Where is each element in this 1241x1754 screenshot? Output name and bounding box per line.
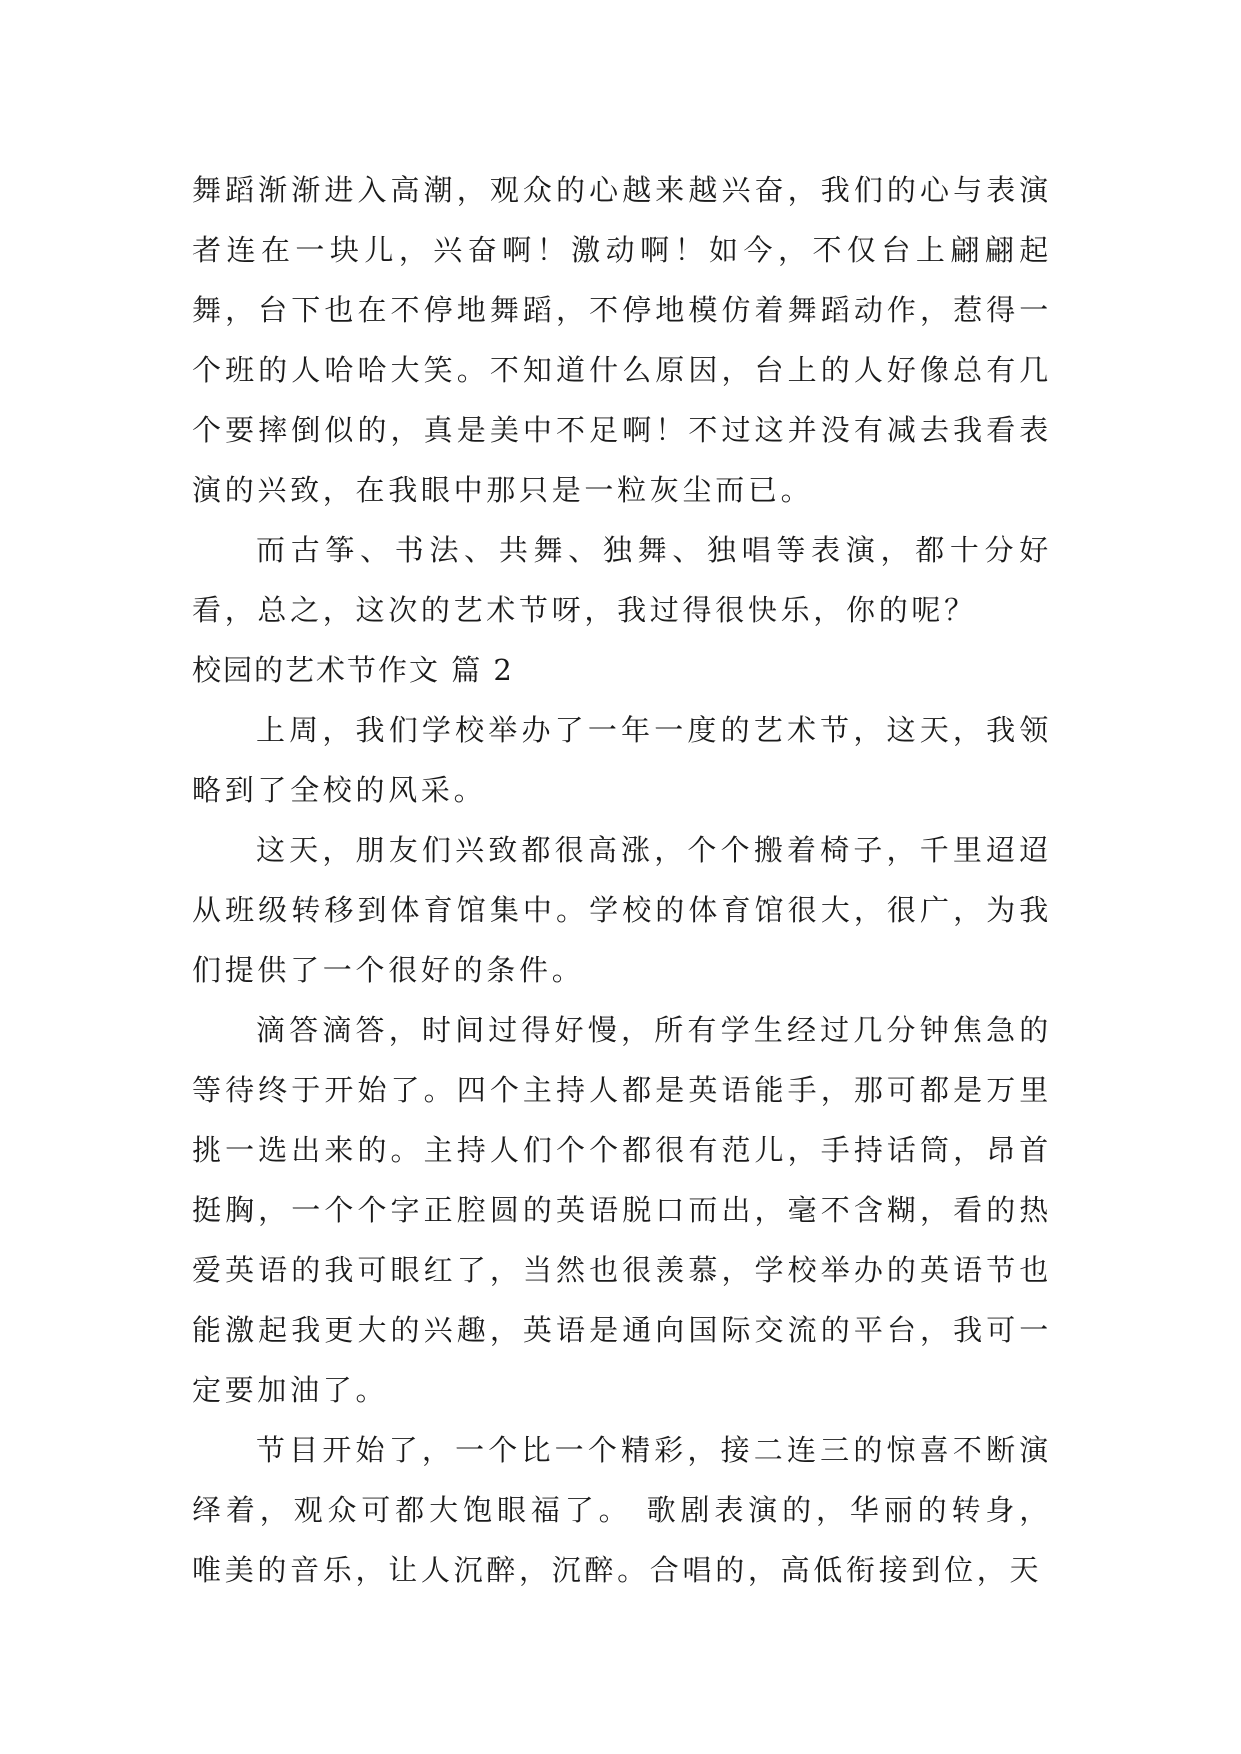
paragraph-last-week: 上周，我们学校举办了一年一度的艺术节，这天，我领略到了全校的风采。: [192, 713, 1052, 807]
paragraph-hosts: 滴答滴答，时间过得好慢，所有学生经过几分钟焦急的等待终于开始了。四个主持人都是英语能手，那可都是万里挑一选出来的。主持人们个个都很有范儿，手持话筒，昂首挺胸，一个个字正腔圆的英语脱口而出，毫不含糊，看的热爱英语的我可眼红了，当然也很羡慕，学校举办的英语节也能激起我更大的兴趣，英语是通向国际交流的平台，我可一定要加油了。: [192, 1013, 1052, 1407]
paragraph-dance-climax: 舞蹈渐渐进入高潮，观众的心越来越兴奋，我们的心与表演者连在一块儿，兴奋啊！激动啊！如今，不仅台上翩翩起舞，台下也在不停地舞蹈，不停地模仿着舞蹈动作，惹得一个班的人哈哈大笑。不知道什么原因，台上的人好像总有几个要摔倒似的，真是美中不足啊！不过这并没有减去我看表演的兴致，在我眼中那只是一粒灰尘而已。: [192, 173, 1052, 507]
paragraph-gymnasium: 这天，朋友们兴致都很高涨，个个搬着椅子，千里迢迢从班级转移到体育馆集中。学校的体育馆很大，很广，为我们提供了一个很好的条件。: [192, 833, 1052, 987]
paragraph-program-start: 节目开始了，一个比一个精彩，接二连三的惊喜不断演绎着，观众可都大饱眼福了。 歌剧表演的，华丽的转身，唯美的音乐，让人沉醉，沉醉。合唱的，高低衔接到位，天: [192, 1433, 1052, 1587]
document-body: [192, 160, 1052, 1600]
paragraph-other-performances: 而古筝、书法、共舞、独舞、独唱等表演，都十分好看，总之，这次的艺术节呀，我过得很快乐，你的呢？: [192, 533, 1052, 627]
section-heading: 校园的艺术节作文 篇 2: [192, 653, 514, 687]
